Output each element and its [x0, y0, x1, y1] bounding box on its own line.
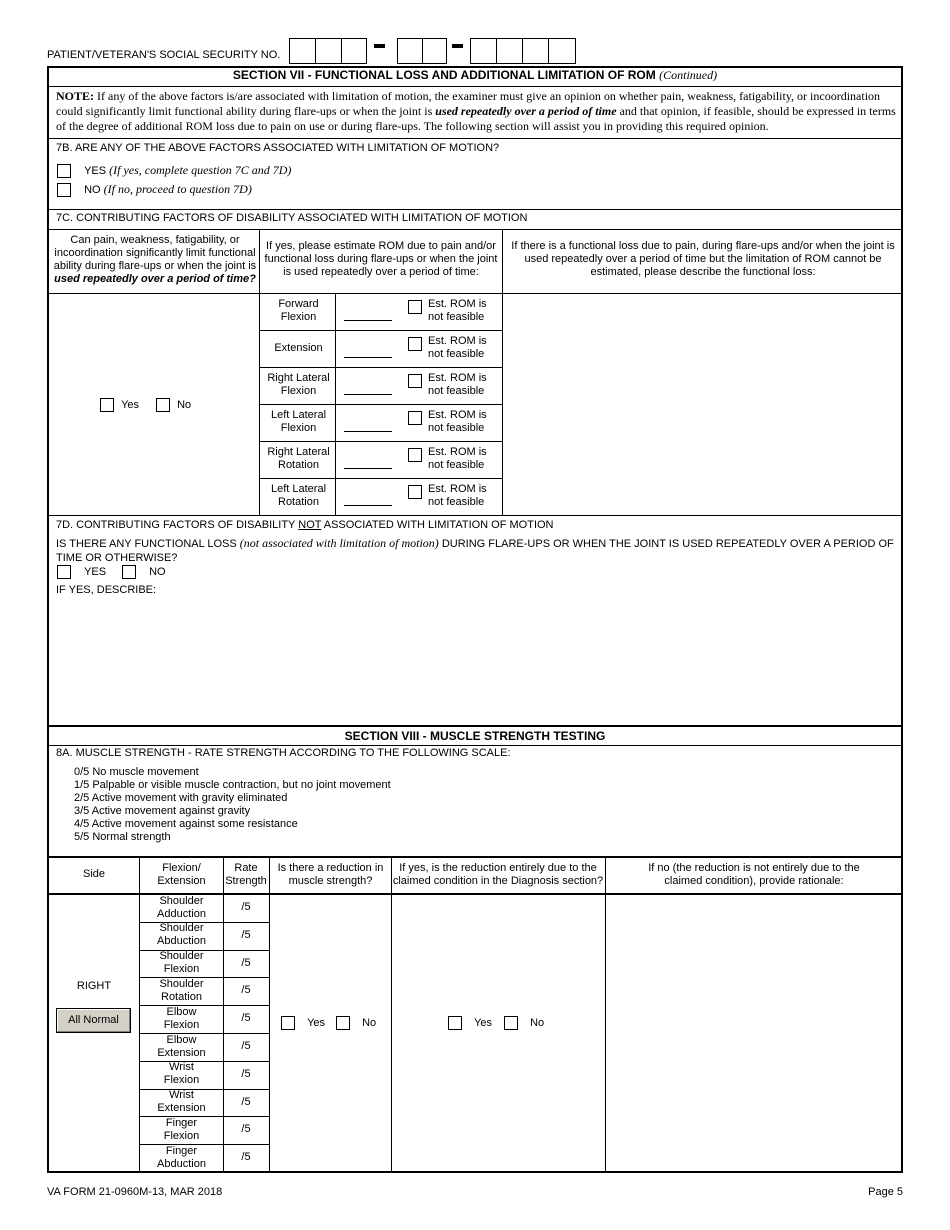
movement-label: Wrist Extension [157, 1089, 206, 1115]
est-rom-not-feasible-checkbox[interactable] [408, 374, 422, 388]
est-rom-not-feasible-checkbox[interactable] [408, 337, 422, 351]
entirely-yes-checkbox[interactable] [448, 1016, 462, 1030]
ssn-label: PATIENT/VETERAN'S SOCIAL SECURITY NO. [47, 49, 281, 61]
flareup-yes-option[interactable]: Yes [100, 398, 139, 412]
reduction-yes-option[interactable]: Yes [281, 1016, 325, 1030]
motion-label: Extension [274, 342, 323, 354]
motion-label: Left Lateral Rotation [270, 483, 327, 508]
q7b-no-option[interactable]: NO (If no, proceed to question 7D) [57, 182, 252, 197]
rom-estimate-field[interactable] [344, 468, 392, 469]
q7d-yes-option[interactable]: YES [57, 565, 106, 579]
flareup-no-option[interactable]: No [156, 398, 191, 412]
est-rom-not-feasible-checkbox[interactable] [408, 485, 422, 499]
rate-strength-field[interactable]: /5 [241, 901, 251, 913]
section8-title: SECTION VIII - MUSCLE STRENGTH TESTING [344, 729, 606, 743]
ssn-field-part3[interactable] [470, 38, 576, 64]
rom-estimate-field[interactable] [344, 320, 392, 321]
entirely-no-option[interactable]: No [504, 1016, 544, 1030]
q7d-no-option[interactable]: NO [122, 565, 166, 579]
est-rom-not-feasible-option[interactable]: Est. ROM is not feasible [408, 372, 500, 400]
th-reduction: Is there a reduction in muscle strength? [277, 862, 384, 887]
movement-label: Shoulder Rotation [159, 977, 204, 1003]
est-rom-not-feasible-option[interactable]: Est. ROM is not feasible [408, 483, 500, 511]
rate-strength-field[interactable]: /5 [241, 984, 251, 997]
th-rationale: If no (the reduction is not entirely due to the claimed condition), provide rationale: [648, 862, 860, 887]
q7b-no-checkbox[interactable] [57, 183, 71, 197]
th-side: Side [82, 868, 106, 880]
est-rom-not-feasible-option[interactable]: Est. ROM is not feasible [408, 409, 500, 437]
rate-strength-field[interactable]: /5 [241, 928, 251, 941]
reduction-yes-checkbox[interactable] [281, 1016, 295, 1030]
rom-estimate-field[interactable] [344, 505, 392, 506]
th-entirely-due: If yes, is the reduction entirely due to the claimed condition in the Diagnosis section? [392, 862, 604, 887]
question-8a: 8A. MUSCLE STRENGTH - RATE STRENGTH ACCORDING TO THE FOLLOWING SCALE: [56, 747, 511, 759]
rate-strength-field[interactable]: /5 [241, 956, 251, 969]
movement-label: Shoulder Flexion [159, 950, 204, 976]
est-rom-not-feasible-checkbox[interactable] [408, 411, 422, 425]
rate-strength-field[interactable]: /5 [241, 1040, 251, 1052]
movement-label: Elbow Flexion [163, 1005, 200, 1031]
strength-scale [74, 766, 391, 844]
rom-estimate-field[interactable] [344, 357, 392, 358]
question-7b: 7B. ARE ANY OF THE ABOVE FACTORS ASSOCIATED WITH LIMITATION OF MOTION? [56, 142, 500, 154]
rate-strength-field[interactable]: /5 [241, 1151, 251, 1164]
est-rom-not-feasible-checkbox[interactable] [408, 448, 422, 462]
movement-label: Finger Flexion [163, 1116, 200, 1142]
scale-item: 2/5 Active movement with gravity eliminated [74, 792, 288, 804]
col-flareup-question: Can pain, weakness, fatigability, or incoordination significantly limit functional ability during flare-ups or when the joint is used repeatedly over a period of time? [53, 234, 257, 285]
movement-label: Finger Abduction [157, 1144, 206, 1170]
scale-item: 4/5 Active movement against some resistance [74, 818, 298, 830]
flareup-no-checkbox[interactable] [156, 398, 170, 412]
reduction-no-checkbox[interactable] [336, 1016, 350, 1030]
rate-strength-field[interactable]: /5 [241, 1067, 251, 1080]
q7b-yes-option[interactable]: YES (If yes, complete question 7C and 7D) [57, 163, 291, 178]
est-rom-not-feasible-option[interactable]: Est. ROM is not feasible [408, 335, 500, 363]
motion-label: Right Lateral Flexion [267, 372, 330, 397]
rate-strength-field[interactable]: /5 [241, 1012, 251, 1025]
rationale-textarea[interactable] [610, 898, 896, 1166]
scale-item: 5/5 Normal strength [74, 831, 171, 843]
entirely-no-checkbox[interactable] [504, 1016, 518, 1030]
note-paragraph: NOTE: If any of the above factors is/are associated with limitation of motion, the examiner must give an opinion on whether pain, weakness, fatigability, or incoordination could significantly limit functional ability during flare-ups or when the joint is used repeatedly over a period of time and that opinion, if feasible, should be expressed in terms of the degree of additional ROM loss due to pain on use or during flare-ups. The following section will assist you in providing this required opinion. [56, 89, 896, 133]
movement-label: Elbow Extension [157, 1033, 206, 1059]
ssn-dash [374, 44, 385, 48]
flareup-yes-checkbox[interactable] [100, 398, 114, 412]
question-7d: 7D. CONTRIBUTING FACTORS OF DISABILITY NOT ASSOCIATED WITH LIMITATION OF MOTION [56, 519, 554, 531]
ssn-field-part1[interactable] [289, 38, 367, 64]
est-rom-not-feasible-option[interactable]: Est. ROM is not feasible [408, 446, 500, 474]
section7-title: SECTION VII - FUNCTIONAL LOSS AND ADDITIONAL LIMITATION OF ROM (Continued) [232, 68, 718, 82]
th-rate-strength: Rate Strength [225, 862, 267, 887]
q7d-no-checkbox[interactable] [122, 565, 136, 579]
ssn-field-part2[interactable] [397, 38, 447, 64]
motion-label: Right Lateral Rotation [267, 446, 330, 471]
question-7c: 7C. CONTRIBUTING FACTORS OF DISABILITY ASSOCIATED WITH LIMITATION OF MOTION [56, 212, 528, 224]
all-normal-button[interactable]: All Normal [56, 1008, 131, 1033]
question-7d-functional-loss: IS THERE ANY FUNCTIONAL LOSS (not associated with limitation of motion) DURING FLARE-UPS OR WHEN THE JOINT IS USED REPEATEDLY OVER A PERIOD OF TIME OR OTHERWISE? [56, 536, 894, 564]
q7d-describe-label: IF YES, DESCRIBE: [56, 584, 157, 596]
scale-item: 3/5 Active movement against gravity [74, 805, 251, 817]
side-right-label: RIGHT [76, 980, 112, 992]
rate-strength-field[interactable]: /5 [241, 1095, 251, 1108]
movement-label: Wrist Flexion [163, 1061, 200, 1087]
form-id: VA FORM 21-0960M-13, MAR 2018 [47, 1186, 223, 1198]
est-rom-not-feasible-option[interactable]: Est. ROM is not feasible [408, 298, 500, 326]
page-number: Page 5 [868, 1186, 903, 1198]
rate-strength-field[interactable]: /5 [241, 1123, 251, 1136]
q7d-yes-checkbox[interactable] [57, 565, 71, 579]
reduction-no-option[interactable]: No [336, 1016, 376, 1030]
movement-label: Shoulder Adduction [157, 894, 206, 920]
entirely-yes-option[interactable]: Yes [448, 1016, 492, 1030]
rom-estimate-field[interactable] [344, 431, 392, 432]
th-flexion-extension: Flexion/ Extension [157, 862, 206, 887]
motion-label: Left Lateral Flexion [270, 409, 327, 434]
scale-item: 0/5 No muscle movement [74, 766, 199, 778]
motion-label: Forward Flexion [278, 298, 319, 323]
col-functional-loss: If there is a functional loss due to pain, during flare-ups and/or when the joint is used repeatedly over a period of time but the limitation of ROM cannot be estimated, please describe the functional loss: [511, 240, 895, 278]
est-rom-not-feasible-checkbox[interactable] [408, 300, 422, 314]
rom-estimate-field[interactable] [344, 394, 392, 395]
movement-label: Shoulder Abduction [157, 922, 206, 948]
q7b-yes-checkbox[interactable] [57, 164, 71, 178]
scale-item: 1/5 Palpable or visible muscle contraction, but no joint movement [74, 779, 391, 791]
q7d-describe-textarea[interactable] [56, 600, 896, 720]
ssn-dash [452, 44, 463, 48]
col-estimate-rom: If yes, please estimate ROM due to pain and/or functional loss during flare-ups or when the joint is used repeatedly over a period of time: [264, 240, 498, 278]
